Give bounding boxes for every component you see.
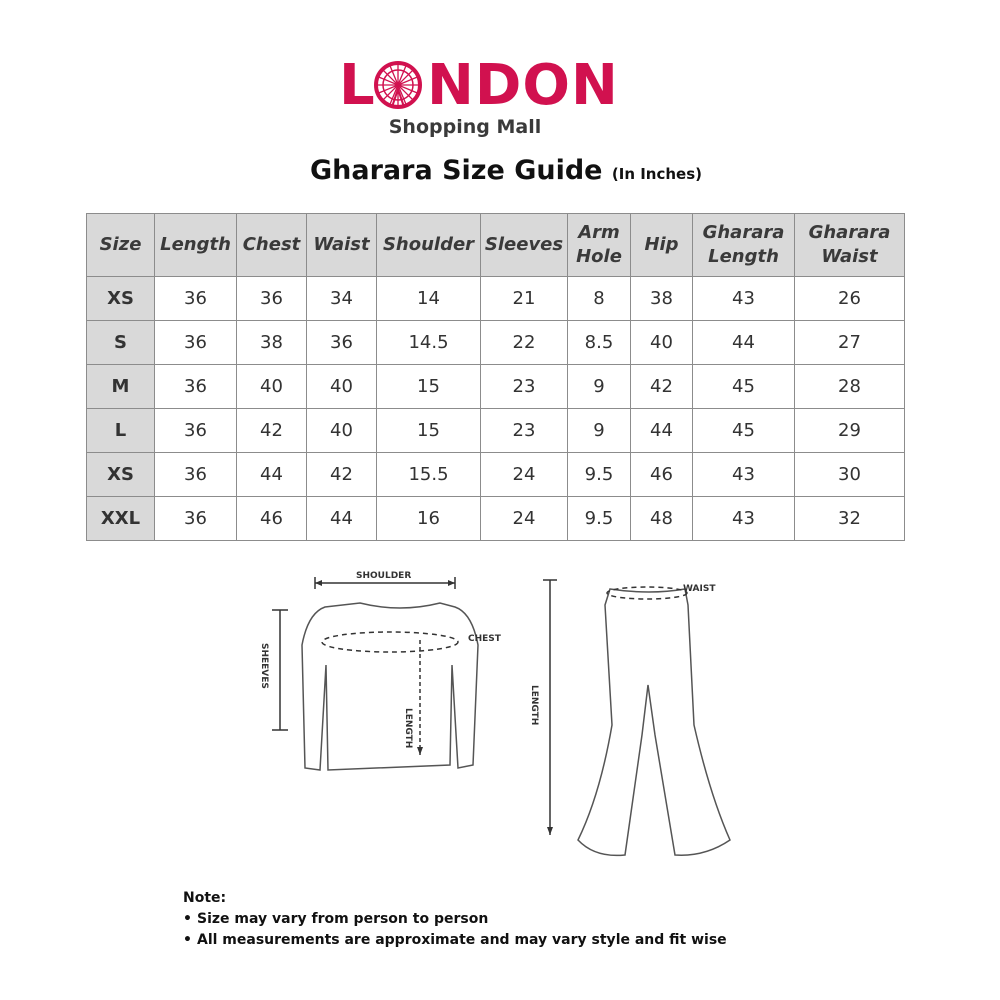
- table-cell: 21: [481, 277, 568, 321]
- column-header-text: Chest: [242, 234, 301, 255]
- table-cell: 42: [237, 409, 307, 453]
- pant-length-label: LENGTH: [529, 685, 539, 726]
- table-cell: 30: [795, 453, 905, 497]
- top-garment-drawing: [272, 577, 478, 770]
- column-header: [795, 214, 905, 277]
- table-row: [87, 365, 905, 409]
- note-text: All measurements are approximate and may vary style and fit wise: [197, 932, 727, 948]
- table-cell: 9: [568, 409, 631, 453]
- page-title: [310, 155, 702, 186]
- table-cell: 15: [377, 365, 481, 409]
- table-cell: 44: [237, 453, 307, 497]
- table-row: [87, 321, 905, 365]
- table-cell: 44: [307, 497, 377, 541]
- table-cell: 36: [155, 409, 237, 453]
- column-header-text: Size: [99, 234, 142, 255]
- table-cell: 14.5: [377, 321, 481, 365]
- table-cell: 48: [631, 497, 693, 541]
- table-header-row: [87, 214, 905, 277]
- table-cell: 40: [631, 321, 693, 365]
- table-cell: 43: [693, 277, 795, 321]
- table-cell: 36: [155, 453, 237, 497]
- table-cell: 45: [693, 365, 795, 409]
- table-cell: 36: [307, 321, 377, 365]
- table-cell: 44: [631, 409, 693, 453]
- chest-label: CHEST: [468, 634, 501, 644]
- column-header-text: Hole: [576, 246, 622, 267]
- logo-letter-l: L: [339, 53, 376, 118]
- table-cell: 32: [795, 497, 905, 541]
- table-cell: 23: [481, 409, 568, 453]
- shoulder-label: SHOULDER: [356, 571, 412, 581]
- table-cell: 36: [237, 277, 307, 321]
- column-header: [568, 214, 631, 277]
- table-cell: 9.5: [568, 453, 631, 497]
- column-header: [631, 214, 693, 277]
- gharara-drawing: [543, 580, 730, 855]
- table-cell: 40: [307, 365, 377, 409]
- column-header-text: Length: [160, 234, 231, 255]
- table-cell: 46: [237, 497, 307, 541]
- column-header-text: Sleeves: [484, 234, 564, 255]
- waist-label: WAIST: [683, 584, 716, 594]
- column-header-text: Gharara: [702, 222, 785, 243]
- column-header-text: Waist: [313, 234, 370, 255]
- table-cell: 36: [155, 365, 237, 409]
- table-cell: 42: [307, 453, 377, 497]
- size-cell: S: [87, 321, 155, 365]
- table-cell: 44: [693, 321, 795, 365]
- table-cell: 16: [377, 497, 481, 541]
- table-cell: 38: [237, 321, 307, 365]
- table-cell: 15.5: [377, 453, 481, 497]
- ferris-wheel-icon: [370, 59, 426, 115]
- column-header: [377, 214, 481, 277]
- notes-section: [183, 890, 727, 953]
- brand-tagline: Shopping Mall: [388, 116, 542, 138]
- table-cell: 23: [481, 365, 568, 409]
- column-header-text: Arm: [578, 222, 620, 243]
- table-cell: 29: [795, 409, 905, 453]
- column-header-text: Length: [708, 246, 779, 267]
- table-cell: 9.5: [568, 497, 631, 541]
- table-cell: 24: [481, 497, 568, 541]
- table-cell: 42: [631, 365, 693, 409]
- column-header-text: Hip: [644, 234, 679, 255]
- note-item: [183, 911, 727, 927]
- sleeves-label: SHEEVES: [259, 643, 269, 689]
- column-header-text: Gharara: [808, 222, 891, 243]
- size-cell: XS: [87, 277, 155, 321]
- size-table: [86, 213, 905, 541]
- title-text: Gharara Size Guide: [310, 155, 603, 186]
- table-cell: 36: [155, 277, 237, 321]
- notes-title: Note:: [183, 890, 227, 906]
- column-header: [87, 214, 155, 277]
- table-row: [87, 453, 905, 497]
- measurement-diagram: [240, 565, 760, 865]
- column-header: [307, 214, 377, 277]
- logo-letters-ndon: NDON: [427, 53, 619, 118]
- table-row: [87, 277, 905, 321]
- table-cell: 46: [631, 453, 693, 497]
- table-cell: 38: [631, 277, 693, 321]
- table-cell: 9: [568, 365, 631, 409]
- column-header: [155, 214, 237, 277]
- table-cell: 15: [377, 409, 481, 453]
- table-cell: 36: [155, 497, 237, 541]
- table-cell: 43: [693, 453, 795, 497]
- table-cell: 14: [377, 277, 481, 321]
- note-item: [183, 932, 727, 948]
- brand-logo: [339, 55, 629, 117]
- size-cell: XXL: [87, 497, 155, 541]
- table-row: [87, 409, 905, 453]
- column-header-text: Waist: [821, 246, 878, 267]
- table-cell: 40: [237, 365, 307, 409]
- table-cell: 45: [693, 409, 795, 453]
- note-text: Size may vary from person to person: [197, 911, 489, 927]
- title-unit: (In Inches): [611, 165, 703, 183]
- table-cell: 8: [568, 277, 631, 321]
- size-cell: L: [87, 409, 155, 453]
- table-cell: 43: [693, 497, 795, 541]
- table-cell: 22: [481, 321, 568, 365]
- bullet-icon: •: [183, 911, 192, 927]
- top-length-label: LENGTH: [403, 708, 413, 749]
- table-cell: 27: [795, 321, 905, 365]
- table-cell: 36: [155, 321, 237, 365]
- table-row: [87, 497, 905, 541]
- table-cell: 40: [307, 409, 377, 453]
- table-cell: 34: [307, 277, 377, 321]
- column-header: [237, 214, 307, 277]
- notes-list: [183, 911, 727, 948]
- column-header: [693, 214, 795, 277]
- table-cell: 28: [795, 365, 905, 409]
- column-header-text: Shoulder: [382, 234, 475, 255]
- size-cell: XS: [87, 453, 155, 497]
- column-header: [481, 214, 568, 277]
- table-cell: 26: [795, 277, 905, 321]
- bullet-icon: •: [183, 932, 192, 948]
- table-body: [87, 277, 905, 541]
- size-cell: M: [87, 365, 155, 409]
- table-cell: 24: [481, 453, 568, 497]
- table-cell: 8.5: [568, 321, 631, 365]
